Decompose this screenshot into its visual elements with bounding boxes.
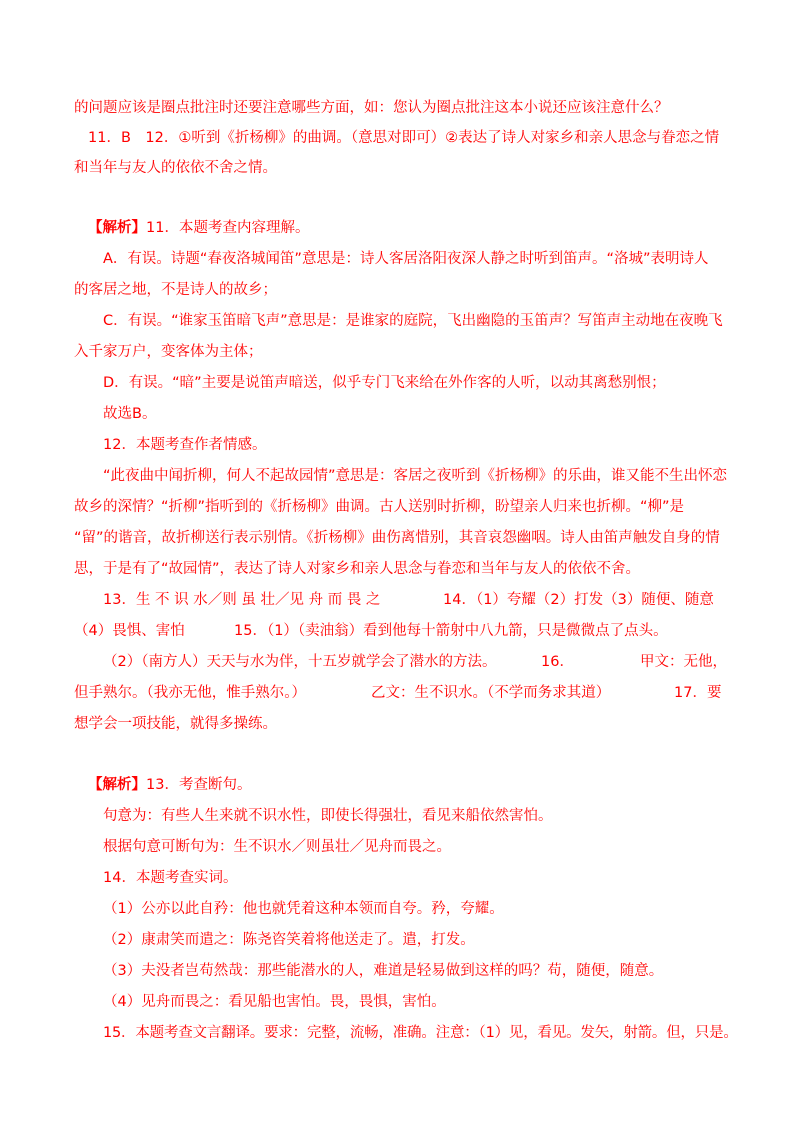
text-line: （4）见舟而畏之：看见船也害怕。畏，畏惧，害怕。 <box>103 994 446 1010</box>
text-line: 故乡的深情？“折柳”指听到的《折杨柳》曲调。古人送别时折柳，盼望亲人归来也折柳。“柳”是 <box>74 499 685 515</box>
answer-line: 甲文：无他， <box>640 654 727 670</box>
answer-line: 15．（1）（卖油翁）看到他每十箭射中八九箭，只是微微点了点头。 <box>234 623 668 639</box>
analysis-text: 13．考查断句。 <box>146 777 252 793</box>
text-line: 的客居之地，不是诗人的故乡； <box>74 282 277 298</box>
text-line: 思，于是有了“故园情”，表达了诗人对家乡和亲人思念与眷恋和当年与友人的依依不舍。 <box>74 561 641 577</box>
answer-line: 想学会一项技能，就得多操练。 <box>74 716 277 732</box>
text-line: “留”的谐音，故折柳送行表示别情。《折杨柳》曲伤离惜别，其音哀怨幽咽。诗人由笛声触发自身的情 <box>74 530 720 546</box>
text-line: 的问题应该是圈点批注时还要注意哪些方面，如：您认为圈点批注这本小说还应该注意什么？ <box>74 100 669 116</box>
answer-line: （2）（南方人）天天与水为伴，十五岁就学会了潜水的方法。 <box>103 654 497 670</box>
analysis-label: 【解析】 <box>88 220 146 236</box>
text-line: 根据句意可断句为：生不识水／则虽壮／见舟而畏之。 <box>103 839 451 855</box>
text-line: “此夜曲中闻折柳，何人不起故园情”意思是：客居之夜听到《折杨柳》的乐曲，谁又能不生出怀恋 <box>103 468 728 484</box>
text-line: A．有误。诗题“春夜洛城闻笛”意思是：诗人客居洛阳夜深人静之时听到笛声。“洛城”表明诗人 <box>103 251 709 267</box>
answer-line: （4）畏惧、害怕 <box>74 623 185 639</box>
answer-line: 11．B 12．①听到《折杨柳》的曲调。（意思对即可）②表达了诗人对家乡和亲人思念与眷恋之情 <box>88 130 720 146</box>
answer-line: 但手熟尔。（我亦无他，惟手熟尔。） <box>74 685 306 701</box>
text-line: 入千家万户，变客体为主体； <box>74 344 263 360</box>
answer-line: 乙文：生不识水。（不学而务求其道） <box>371 685 611 701</box>
text-line: 14．本题考查实词。 <box>103 870 238 886</box>
analysis-line <box>88 218 740 238</box>
text-line: （1）公亦以此自矜：他也就凭着这种本领而自夸。矜，夸耀。 <box>103 901 504 917</box>
analysis-text: 11．本题考查内容理解。 <box>146 220 310 236</box>
text-line: （3）夫没者岂苟然哉：那些能潜水的人，难道是轻易做到这样的吗？苟，随便，随意。 <box>103 963 664 979</box>
text-line: D．有误。“暗”主要是说笛声暗送，似乎专门飞来给在外作客的人听，以动其离愁别恨； <box>103 375 666 391</box>
answer-line: 14．（1）夸耀（2）打发（3）随便、随意 <box>443 592 714 608</box>
text-line: 和当年与友人的依依不舍之情。 <box>74 160 277 176</box>
text-line: 12．本题考查作者情感。 <box>103 437 267 453</box>
text-line: 故选B。 <box>103 406 157 422</box>
analysis-label: 【解析】 <box>88 777 146 793</box>
text-line: 句意为：有些人生来就不识水性，即使长得强壮，看见来船依然害怕。 <box>103 808 553 824</box>
answer-line: 16． <box>541 654 574 670</box>
answer-line: 17．要 <box>674 685 722 701</box>
analysis-line <box>88 775 740 795</box>
text-line: （2）康肃笑而遣之：陈尧咨笑着将他送走了。遣，打发。 <box>103 932 475 948</box>
text-line: 15．本题考查文言翻译。要求：完整，流畅，准确。注意：（1）见，看见。发矢，射箭。但，只是。 <box>103 1025 738 1041</box>
answer-line: 13．生 不 识 水／则 虽 壮／见 舟 而 畏 之 <box>103 592 381 608</box>
text-line: C．有误。“谁家玉笛暗飞声”意思是：是谁家的庭院，飞出幽隐的玉笛声？写笛声主动地在夜晚飞 <box>103 313 723 329</box>
